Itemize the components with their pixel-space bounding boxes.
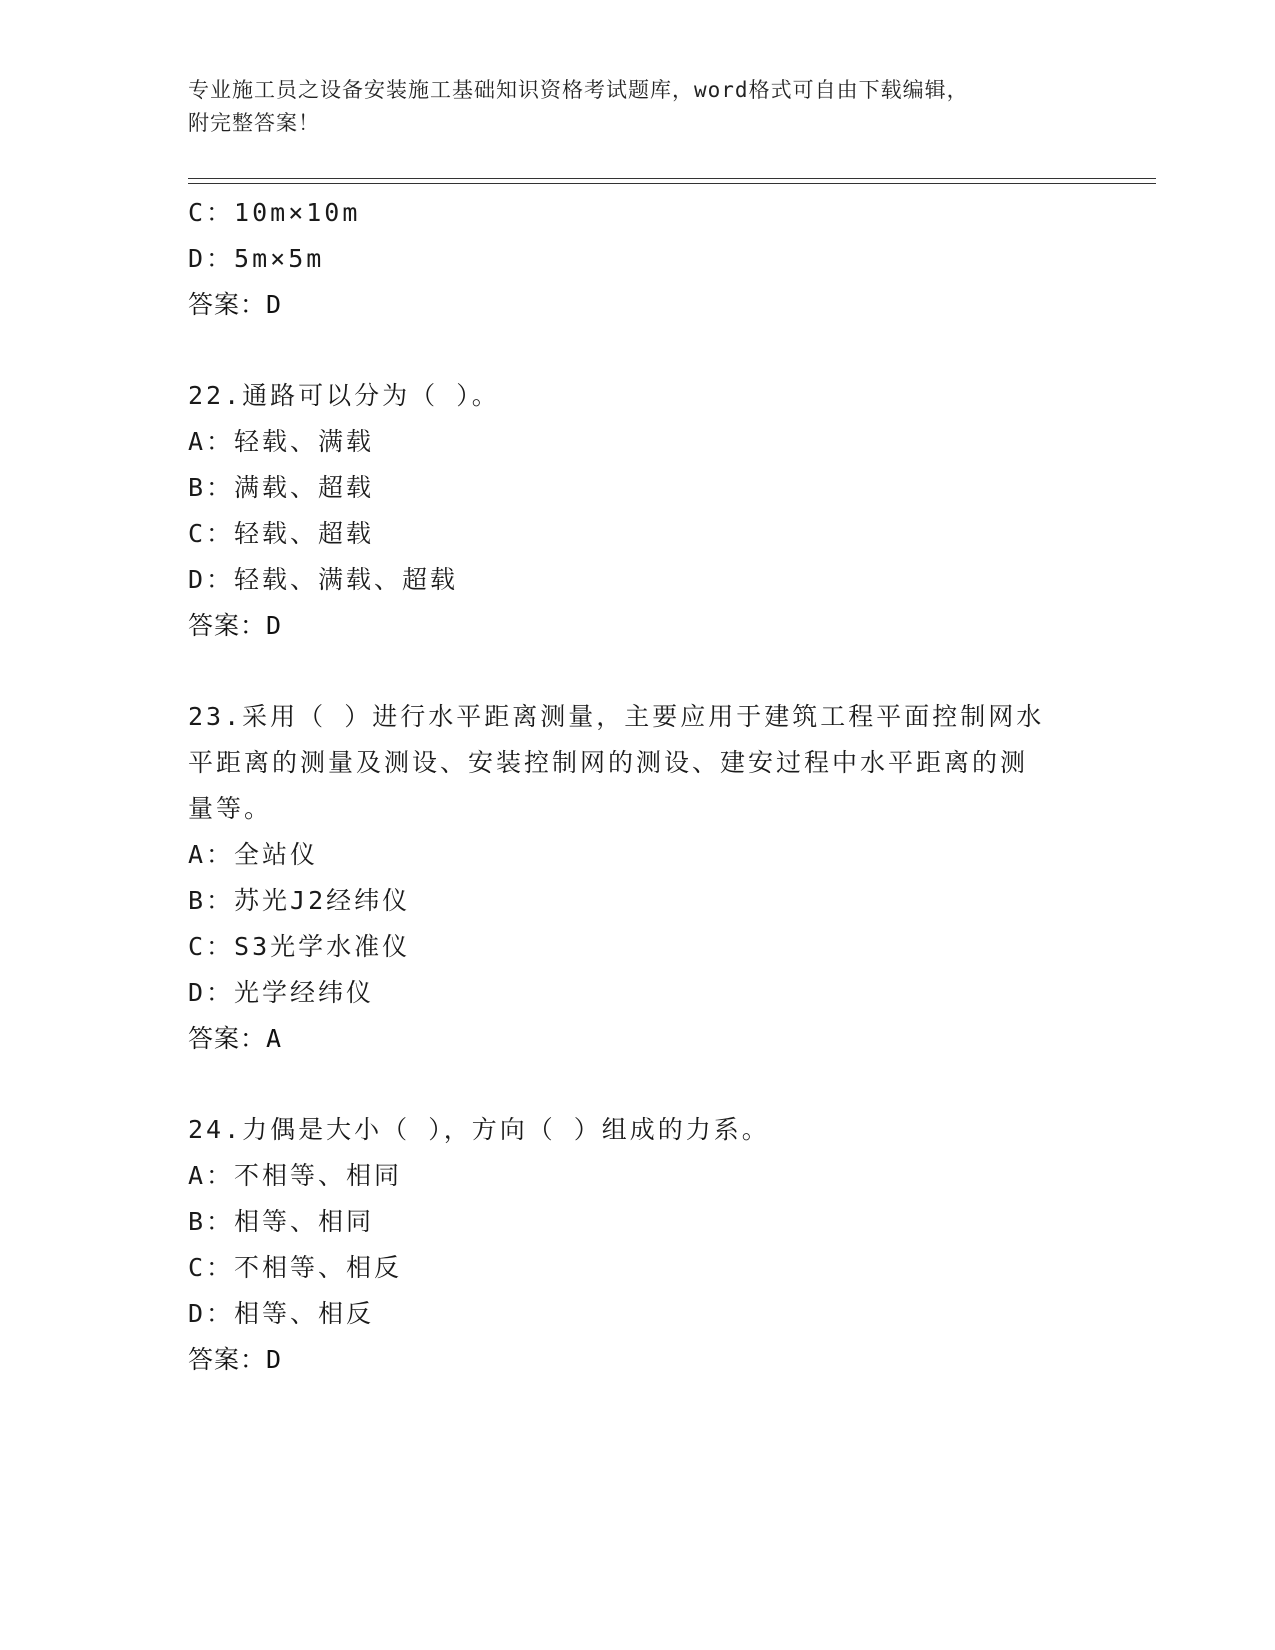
header-line-2: 附完整答案！ — [188, 111, 320, 135]
header-rule-bottom — [188, 183, 1156, 184]
option-b: B：苏光J2经纬仪 — [188, 886, 411, 915]
question-22 — [188, 373, 1088, 649]
header-line-1: 专业施工员之设备安装施工基础知识资格考试题库，word格式可自由下载编辑， — [188, 78, 969, 102]
answer-line: 答案：A — [188, 1024, 283, 1053]
option-d: D：轻载、满载、超载 — [188, 565, 459, 594]
question-23 — [188, 694, 1088, 1062]
question-stem-line-1: 23.采用（ ）进行水平距离测量，主要应用于建筑工程平面控制网水 — [188, 702, 1045, 731]
option-a: A：全站仪 — [188, 840, 319, 869]
option-d: D：5m×5m — [188, 244, 325, 273]
option-b: B：相等、相同 — [188, 1207, 375, 1236]
spacer — [188, 328, 1088, 373]
question-stem: 24.力偶是大小（ ），方向（ ）组成的力系。 — [188, 1115, 770, 1144]
header-rule-top — [188, 178, 1156, 179]
answer-line: 答案：D — [188, 1345, 283, 1374]
option-a: A：不相等、相同 — [188, 1161, 403, 1190]
question-stem: 22.通路可以分为（ ）。 — [188, 381, 500, 410]
document-header — [188, 74, 1068, 140]
question-21-continued — [188, 190, 1088, 328]
spacer — [188, 649, 1088, 694]
option-c: C：S3光学水准仪 — [188, 932, 411, 961]
option-c: C：10m×10m — [188, 198, 361, 227]
option-d: D：相等、相反 — [188, 1299, 375, 1328]
option-c: C：轻载、超载 — [188, 519, 375, 548]
option-b: B：满载、超载 — [188, 473, 375, 502]
answer-line: 答案：D — [188, 611, 283, 640]
spacer — [188, 1062, 1088, 1107]
option-a: A：轻载、满载 — [188, 427, 375, 456]
question-stem-line-2: 平距离的测量及测设、安装控制网的测设、建安过程中水平距离的测 — [188, 748, 1029, 777]
question-list — [188, 190, 1088, 1383]
question-24 — [188, 1107, 1088, 1383]
option-c: C：不相等、相反 — [188, 1253, 403, 1282]
option-d: D：光学经纬仪 — [188, 978, 375, 1007]
answer-line: 答案：D — [188, 290, 283, 319]
question-stem-line-3: 量等。 — [188, 794, 273, 823]
